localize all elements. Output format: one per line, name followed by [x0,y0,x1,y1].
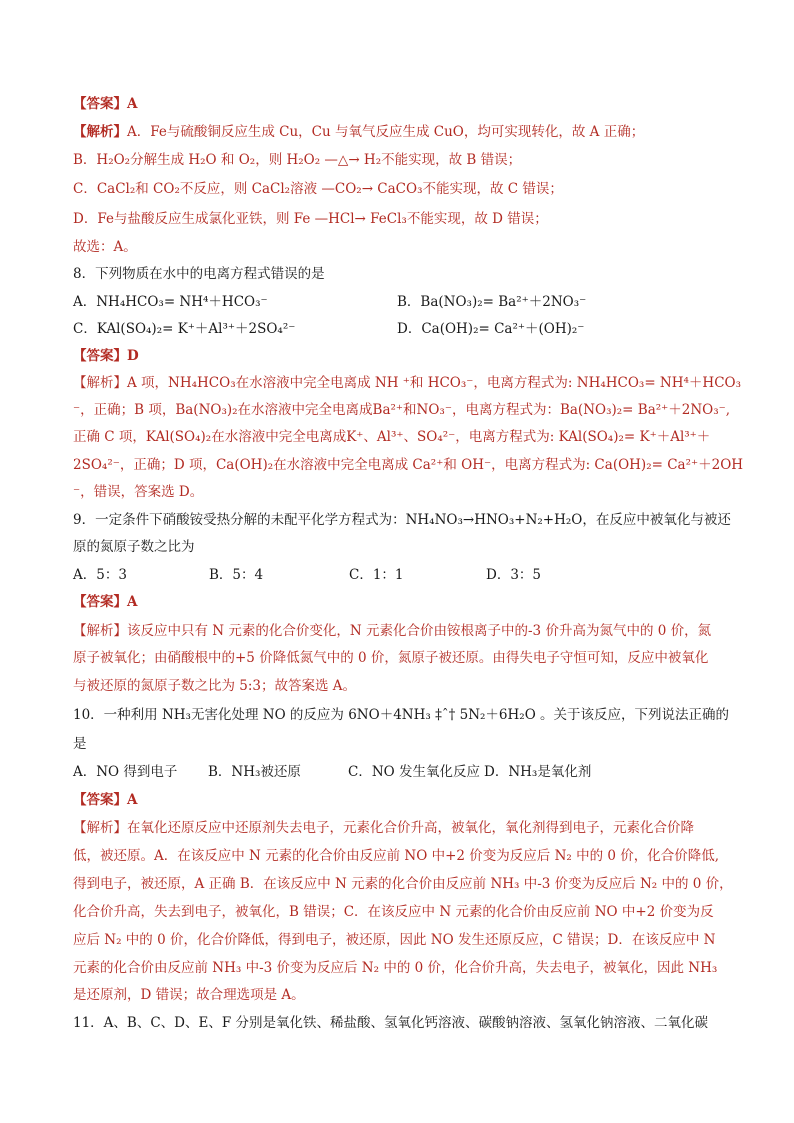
q9-answer-tag: 【答案】A [73,594,138,610]
q7-conclusion: 故选：A。 [73,239,137,255]
q8-option-d: D．Ca(OH)₂= Ca²⁺＋(OH)₂⁻ [397,321,585,337]
q9-stem-line-2: 原的氮原子数之比为 [73,539,195,555]
q10-analysis-line-2: 低，被还原。A．在该反应中 N 元素的化合价由反应前 NO 中+2 价变为反应后 N₂ 中的 0 价，化合价降低, [73,848,720,864]
q7-answer-tag: 【答案】A [73,96,138,112]
q8-analysis-line-2: ⁻，正确；B 项，Ba(NO₃)₂在水溶液中完全电离成Ba²⁺和NO₃⁻，电离方程式为：Ba(NO₃)₂= Ba²⁺＋2NO₃⁻, [73,402,731,418]
q10-analysis-line-3: 得到电子，被还原，A 正确 B．在该反应中 N 元素的化合价由反应前 NH₃ 中-3 价变为反应后 N₂ 中的 0 价， [73,876,733,892]
q10-analysis-line-7: 是还原剂，D 错误；故合理选项是 A。 [73,987,305,1003]
q10-analysis-line-6: 元素的化合价由反应前 NH₃ 中-3 价变为反应后 N₂ 中的 0 价，化合价升高，失去电子，被氧化，因此 NH₃ [73,960,718,976]
q10-analysis-line-5: 应后 N₂ 中的 0 价，化合价降低，得到电子，被还原，因此 NO 发生还原反应，C 错误；D．在该反应中 N [73,932,716,948]
q9-option-d: D．3：5 [486,567,542,583]
q9-analysis-line-2: 原子被氧化；由硝酸根中的+5 价降低氮气中的 0 价，氮原子被还原。由得失电子守恒可知，反应中被氧化 [73,650,709,666]
q9-option-c: C．1：1 [349,567,404,583]
q7-analysis-b: B．H₂O₂分解生成 H₂O 和 O₂，则 H₂O₂ —△→ H₂不能实现，故 B 错误； [73,152,522,168]
q8-option-b: B．Ba(NO₃)₂= Ba²⁺＋2NO₃⁻ [397,294,587,310]
q8-option-c: C．KAl(SO₄)₂= K⁺＋Al³⁺＋2SO₄²⁻ [73,321,296,337]
q11-stem-line-1: 11．A、B、C、D、E、F 分别是氧化铁、稀盐酸、氢氧化钙溶液、碳酸钠溶液、氢氧化钠溶液、二氧化碳 [73,1015,709,1031]
q10-analysis-line-4: 化合价升高，失去到电子，被氧化，B 错误；C．在该反应中 N 元素的化合价由反应前 NO 中+2 价变为反 [73,904,714,920]
q9-option-a: A．5：3 [73,567,127,583]
q8-analysis-line-1: 【解析】A 项，NH₄HCO₃在水溶液中完全电离成 NH ⁺和 HCO₃⁻，电离方程式为: NH₄HCO₃= NH⁴＋HCO₃ [73,375,742,391]
q7-analysis-line-a [73,123,644,141]
q10-stem-line-2: 是 [73,736,87,752]
q10-option-c: C．NO 发生氧化反应 [348,764,481,780]
q8-analysis-line-5: ⁻，错误，答案选 D。 [73,484,204,500]
q7-analysis-tag: 【解析】 [73,124,127,140]
q8-analysis-line-4: 2SO₄²⁻，正确；D 项，Ca(OH)₂在水溶液中完全电离成 Ca²⁺和 OH⁻，电离方程式为: Ca(OH)₂= Ca²⁺＋2OH [73,457,744,473]
q8-analysis-line-3: 正确 C 项，KAl(SO₄)₂在水溶液中完全电离成K⁺、Al³⁺、SO₄²⁻，电离方程式为: KAl(SO₄)₂= K⁺＋Al³⁺＋ [73,429,711,445]
q10-option-b: B．NH₃被还原 [208,764,301,780]
q8-option-a: A．NH₄HCO₃= NH⁴＋HCO₃⁻ [73,294,268,310]
q7-analysis-a: A．Fe与硫酸铜反应生成 Cu，Cu 与氧气反应生成 CuO，均可实现转化，故 A 正确； [127,124,645,140]
q9-option-b: B．5：4 [209,567,264,583]
q7-analysis-c: C．CaCl₂和 CO₂不反应，则 CaCl₂溶液 —CO₂→ CaCO₃不能实现，故 C 错误； [73,181,563,197]
q8-stem: 8．下列物质在水中的电离方程式错误的是 [73,266,325,282]
q10-analysis-line-1: 【解析】在氧化还原反应中还原剂失去电子，元素化合价升高，被氧化，氧化剂得到电子，元素化合价降 [73,820,694,836]
q10-answer-tag: 【答案】A [73,792,138,808]
q8-answer-tag: 【答案】D [73,348,139,364]
q9-analysis-line-3: 与被还原的氮原子数之比为 5:3；故答案选 A。 [73,678,357,694]
q10-stem-line-1: 10．一种利用 NH₃无害化处理 NO 的反应为 6NO＋4NH₃ ‡ˆ† 5N₂＋6H₂O 。关于该反应，下列说法正确的 [73,707,730,723]
q9-analysis-line-1: 【解析】该反应中只有 N 元素的化合价变化，N 元素化合价由铵根离子中的-3 价升高为氮气中的 0 价，氮 [73,623,712,639]
q10-option-a: A．NO 得到电子 [73,764,178,780]
q9-stem-line-1: 9．一定条件下硝酸铵受热分解的未配平化学方程式为：NH₄NO₃→HNO₃+N₂+H₂O，在反应中被氧化与被还 [73,512,731,528]
q7-analysis-d: D．Fe与盐酸反应生成氯化亚铁，则 Fe —HCl→ FeCl₃不能实现，故 D 错误； [73,211,548,227]
q10-option-d: D．NH₃是氧化剂 [484,764,592,780]
